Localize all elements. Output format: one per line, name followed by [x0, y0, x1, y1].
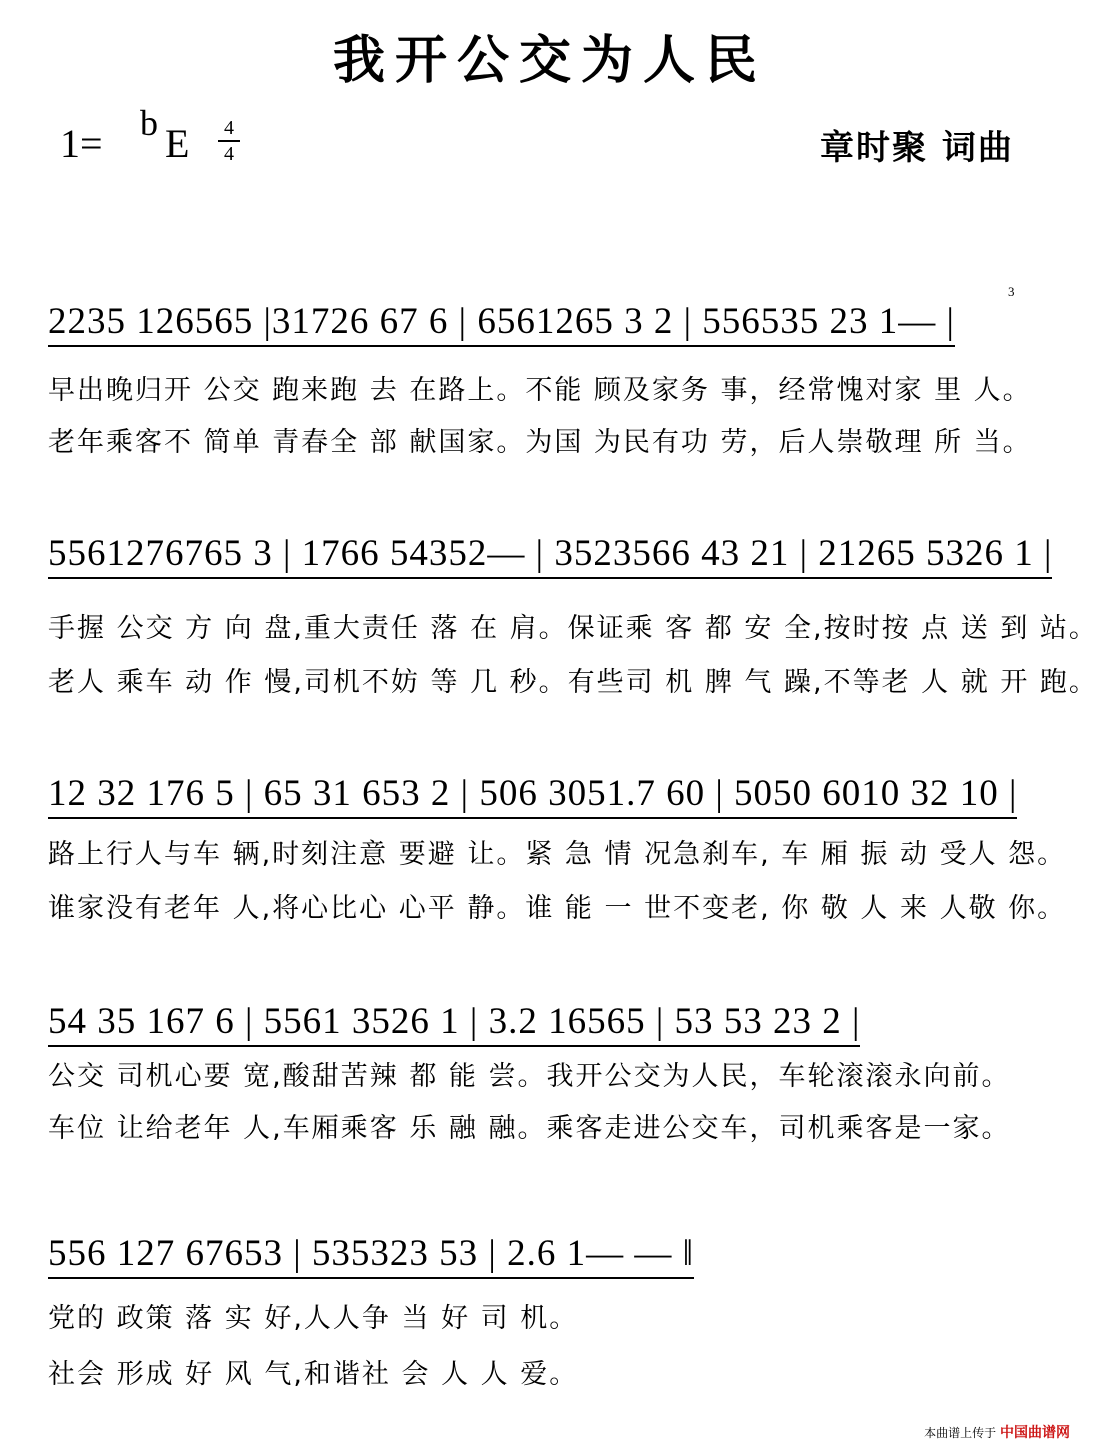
source-footer: [924, 1422, 1070, 1442]
song-title: 我开公交为人民: [332, 31, 767, 91]
lyric-line-3-verse-1: 路上行人与车 辆,时刻注意 要避 让。紧 急 情 况急刹车, 车 厢 振 动 受人 怨。: [48, 839, 1067, 870]
notation-line-4: 54 35 167 6 | 5561 3526 1 | 3.2 16565 | 53 53 23 2 |: [48, 1000, 860, 1047]
time-unit: 4: [224, 143, 234, 165]
lyric-line-1-verse-2: 老年乘客不 简单 青春全 部 献国家。为国 为民有功 劳，后人崇敬理 所 当。: [48, 427, 1032, 458]
lyric-line-4-verse-2: 车位 让给老年 人,车厢乘客 乐 融 融。乘客走进公交车，司机乘客是一家。: [48, 1113, 1011, 1144]
lyric-line-1-verse-1: 早出晚归开 公交 跑来跑 去 在路上。不能 顾及家务 事，经常愧对家 里 人。: [48, 375, 1032, 406]
notation-line-2: 5561276765 3 | 1766 54352— | 3523566 43 21 | 21265 5326 1 |: [48, 532, 1052, 579]
site-logo: 中国曲谱网: [1000, 1425, 1070, 1441]
notation-line-5: 556 127 67653 | 535323 53 | 2.6 1— — ‖: [48, 1232, 694, 1279]
lyric-line-5-verse-2: 社会 形成 好 风 气,和谐社 会 人 人 爱。: [48, 1359, 579, 1390]
key-one: 1=: [60, 121, 103, 166]
key-note: E: [165, 121, 190, 166]
time-beats: 4: [224, 117, 234, 139]
grace-note: 3: [1008, 284, 1015, 299]
lyric-line-2-verse-1: 手握 公交 方 向 盘,重大责任 落 在 肩。保证乘 客 都 安 全,按时按 点 送 到 站。: [48, 613, 1098, 644]
lyric-line-3-verse-2: 谁家没有老年 人,将心比心 心平 静。谁 能 一 世不变老, 你 敬 人 来 人敬 你。: [48, 893, 1067, 924]
key-flat: b: [140, 103, 158, 143]
composer-credit: 章时聚 词曲: [820, 128, 1014, 168]
lyric-line-5-verse-1: 党的 政策 落 实 好,人人争 当 好 司 机。: [48, 1303, 579, 1334]
lyric-line-4-verse-1: 公交 司机心要 宽,酸甜苦辣 都 能 尝。我开公交为人民，车轮滚滚永向前。: [48, 1061, 1011, 1092]
notation-line-1: 2235 126565 |31726 67 6 | 6561265 3 2 | 556535 23 1— |: [48, 300, 955, 347]
time-signature: [218, 116, 240, 166]
notation-line-3: 12 32 176 5 | 65 31 653 2 | 506 3051.7 60 | 5050 6010 32 10 |: [48, 772, 1017, 819]
lyric-line-2-verse-2: 老人 乘车 动 作 慢,司机不妨 等 几 秒。有些司 机 脾 气 躁,不等老 人 就 开 跑。: [48, 667, 1098, 698]
footer-text: 本曲谱上传于: [924, 1426, 997, 1440]
